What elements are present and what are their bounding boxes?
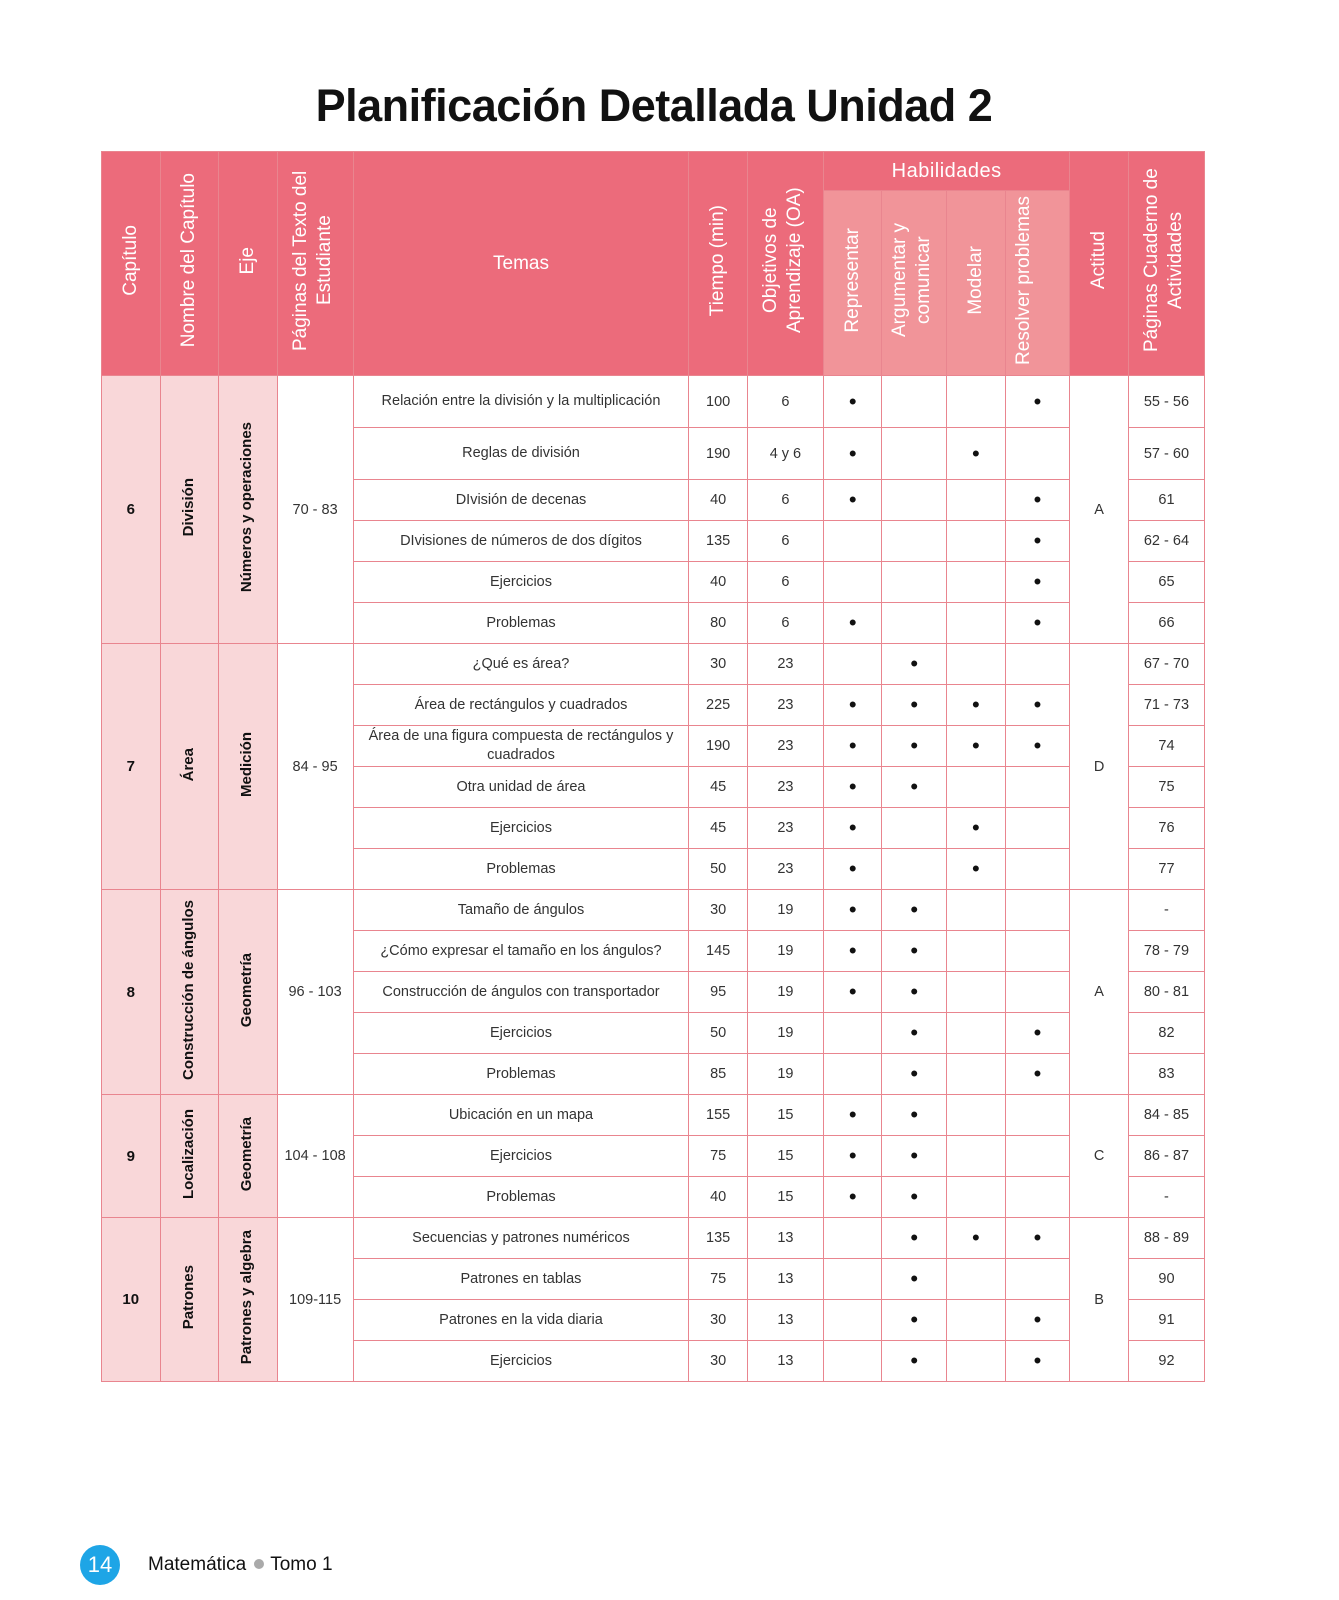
workbook-pages-cell: 55 - 56 [1128,376,1204,428]
topic-cell: Otra unidad de área [353,767,689,808]
header-paginas-cuaderno: Páginas Cuaderno de Actividades [1128,152,1204,376]
time-cell: 30 [689,1341,748,1382]
skill-resolver-cell [1005,890,1070,931]
header-resolver: Resolver problemas [1005,191,1070,376]
skill-resolver-cell [1005,1259,1070,1300]
skill-argumentar-cell [882,376,947,428]
skill-representar-cell: • [823,603,882,644]
student-pages-cell: 104 - 108 [277,1095,353,1218]
skill-resolver-cell [1005,428,1070,480]
skill-resolver-cell [1005,849,1070,890]
bullet-icon [254,1559,264,1569]
skill-resolver-cell [1005,1095,1070,1136]
workbook-pages-cell: 77 [1128,849,1204,890]
topic-cell: Área de rectángulos y cuadrados [353,685,689,726]
skill-representar-cell [823,521,882,562]
topic-cell: Problemas [353,603,689,644]
attitude-cell: B [1070,1218,1129,1382]
objective-cell: 6 [747,480,823,521]
skill-resolver-cell: • [1005,521,1070,562]
objective-cell: 15 [747,1177,823,1218]
header-actitud: Actitud [1070,152,1129,376]
workbook-pages-cell: - [1128,1177,1204,1218]
skill-resolver-cell: • [1005,603,1070,644]
skill-argumentar-cell: • [882,1013,947,1054]
skill-representar-cell: • [823,428,882,480]
workbook-pages-cell: 88 - 89 [1128,1218,1204,1259]
time-cell: 80 [689,603,748,644]
topic-cell: Ubicación en un mapa [353,1095,689,1136]
skill-resolver-cell: • [1005,376,1070,428]
skill-argumentar-cell: • [882,1177,947,1218]
objective-cell: 19 [747,972,823,1013]
skill-resolver-cell [1005,767,1070,808]
skill-modelar-cell [947,521,1006,562]
attitude-cell: D [1070,644,1129,890]
workbook-pages-cell: 67 - 70 [1128,644,1204,685]
skill-modelar-cell [947,1136,1006,1177]
workbook-pages-cell: 84 - 85 [1128,1095,1204,1136]
header-nombre-capitulo: Nombre del Capítulo [160,152,219,376]
chapter-name-cell: Patrones [160,1218,219,1382]
skill-representar-cell: • [823,890,882,931]
skill-representar-cell [823,644,882,685]
objective-cell: 19 [747,931,823,972]
skill-modelar-cell [947,1095,1006,1136]
objective-cell: 23 [747,726,823,767]
skill-modelar-cell [947,644,1006,685]
skill-representar-cell: • [823,808,882,849]
chapter-name-cell: Construcción de ángulos [160,890,219,1095]
time-cell: 85 [689,1054,748,1095]
objective-cell: 6 [747,562,823,603]
skill-resolver-cell [1005,808,1070,849]
skill-resolver-cell: • [1005,1341,1070,1382]
skill-argumentar-cell [882,521,947,562]
table-body [102,376,1205,1382]
skill-representar-cell: • [823,1095,882,1136]
table-row [102,1218,1205,1259]
time-cell: 45 [689,808,748,849]
axis-cell: Números y operaciones [219,376,278,644]
skill-representar-cell: • [823,1136,882,1177]
workbook-pages-cell: 57 - 60 [1128,428,1204,480]
skill-resolver-cell [1005,1136,1070,1177]
workbook-pages-cell: 83 [1128,1054,1204,1095]
skill-modelar-cell [947,931,1006,972]
topic-cell: Ejercicios [353,1013,689,1054]
workbook-pages-cell: 71 - 73 [1128,685,1204,726]
chapter-number-cell: 10 [102,1218,161,1382]
skill-argumentar-cell: • [882,1218,947,1259]
topic-cell: DIvisiones de números de dos dígitos [353,521,689,562]
student-pages-cell: 70 - 83 [277,376,353,644]
skill-modelar-cell [947,1300,1006,1341]
skill-resolver-cell [1005,972,1070,1013]
header-paginas-texto: Páginas del Texto del Estudiante [277,152,353,376]
skill-representar-cell: • [823,726,882,767]
topic-cell: Reglas de división [353,428,689,480]
time-cell: 50 [689,849,748,890]
workbook-pages-cell: 90 [1128,1259,1204,1300]
topic-cell: ¿Qué es área? [353,644,689,685]
axis-cell: Geometría [219,890,278,1095]
skill-argumentar-cell: • [882,767,947,808]
skill-resolver-cell: • [1005,726,1070,767]
skill-representar-cell: • [823,849,882,890]
skill-argumentar-cell [882,562,947,603]
skill-modelar-cell [947,1177,1006,1218]
topic-cell: ¿Cómo expresar el tamaño en los ángulos? [353,931,689,972]
skill-resolver-cell: • [1005,1054,1070,1095]
workbook-pages-cell: - [1128,890,1204,931]
page-number: 14 [80,1545,120,1585]
topic-cell: Construcción de ángulos con transportador [353,972,689,1013]
skill-resolver-cell: • [1005,685,1070,726]
skill-representar-cell [823,1259,882,1300]
time-cell: 155 [689,1095,748,1136]
skill-argumentar-cell: • [882,726,947,767]
topic-cell: Ejercicios [353,562,689,603]
workbook-pages-cell: 75 [1128,767,1204,808]
topic-cell: Problemas [353,849,689,890]
skill-argumentar-cell: • [882,1095,947,1136]
footer-volume: Tomo 1 [270,1554,333,1575]
time-cell: 225 [689,685,748,726]
topic-cell: Problemas [353,1177,689,1218]
chapter-number-cell: 8 [102,890,161,1095]
topic-cell: Patrones en la vida diaria [353,1300,689,1341]
time-cell: 100 [689,376,748,428]
axis-cell: Patrones y algebra [219,1218,278,1382]
objective-cell: 6 [747,376,823,428]
skill-modelar-cell: • [947,685,1006,726]
footer-label [148,1554,333,1576]
skill-resolver-cell [1005,1177,1070,1218]
header-habilidades: Habilidades [823,152,1069,191]
skill-argumentar-cell: • [882,890,947,931]
topic-cell: Ejercicios [353,808,689,849]
axis-cell: Medición [219,644,278,890]
skill-argumentar-cell [882,428,947,480]
topic-cell: DIvisión de decenas [353,480,689,521]
header-eje: Eje [219,152,278,376]
header-capitulo: Capítulo [102,152,161,376]
workbook-pages-cell: 91 [1128,1300,1204,1341]
header-objetivos: Objetivos de Aprendizaje (OA) [747,152,823,376]
workbook-pages-cell: 82 [1128,1013,1204,1054]
skill-modelar-cell: • [947,726,1006,767]
skill-resolver-cell: • [1005,480,1070,521]
objective-cell: 13 [747,1300,823,1341]
objective-cell: 15 [747,1136,823,1177]
student-pages-cell: 109-115 [277,1218,353,1382]
time-cell: 50 [689,1013,748,1054]
workbook-pages-cell: 76 [1128,808,1204,849]
table-row [102,376,1205,428]
topic-cell: Área de una figura compuesta de rectángulos y cuadrados [353,726,689,767]
table-row [102,890,1205,931]
workbook-pages-cell: 62 - 64 [1128,521,1204,562]
objective-cell: 19 [747,1054,823,1095]
objective-cell: 23 [747,849,823,890]
skill-representar-cell [823,1218,882,1259]
topic-cell: Secuencias y patrones numéricos [353,1218,689,1259]
objective-cell: 6 [747,603,823,644]
objective-cell: 4 y 6 [747,428,823,480]
time-cell: 40 [689,1177,748,1218]
skill-argumentar-cell: • [882,1054,947,1095]
header-temas: Temas [353,152,689,376]
chapter-number-cell: 9 [102,1095,161,1218]
skill-argumentar-cell: • [882,1300,947,1341]
skill-modelar-cell [947,562,1006,603]
chapter-number-cell: 6 [102,376,161,644]
student-pages-cell: 96 - 103 [277,890,353,1095]
time-cell: 30 [689,644,748,685]
time-cell: 30 [689,1300,748,1341]
time-cell: 40 [689,480,748,521]
skill-argumentar-cell [882,480,947,521]
skill-representar-cell [823,562,882,603]
skill-argumentar-cell [882,849,947,890]
chapter-name-cell: Localización [160,1095,219,1218]
skill-argumentar-cell [882,603,947,644]
time-cell: 40 [689,562,748,603]
student-pages-cell: 84 - 95 [277,644,353,890]
attitude-cell: C [1070,1095,1129,1218]
time-cell: 145 [689,931,748,972]
skill-representar-cell: • [823,972,882,1013]
skill-representar-cell: • [823,480,882,521]
skill-argumentar-cell: • [882,644,947,685]
time-cell: 190 [689,726,748,767]
objective-cell: 15 [747,1095,823,1136]
skill-modelar-cell [947,890,1006,931]
topic-cell: Tamaño de ángulos [353,890,689,931]
skill-resolver-cell: • [1005,1218,1070,1259]
skill-modelar-cell [947,767,1006,808]
objective-cell: 6 [747,521,823,562]
skill-argumentar-cell: • [882,685,947,726]
table-row [102,644,1205,685]
skill-representar-cell [823,1341,882,1382]
skill-modelar-cell: • [947,1218,1006,1259]
objective-cell: 19 [747,1013,823,1054]
time-cell: 75 [689,1259,748,1300]
time-cell: 135 [689,521,748,562]
skill-representar-cell [823,1054,882,1095]
skill-argumentar-cell: • [882,1259,947,1300]
skill-representar-cell: • [823,1177,882,1218]
skill-modelar-cell [947,1259,1006,1300]
workbook-pages-cell: 78 - 79 [1128,931,1204,972]
objective-cell: 13 [747,1218,823,1259]
objective-cell: 13 [747,1341,823,1382]
chapter-name-cell: División [160,376,219,644]
skill-resolver-cell [1005,644,1070,685]
skill-representar-cell: • [823,767,882,808]
skill-modelar-cell [947,376,1006,428]
time-cell: 135 [689,1218,748,1259]
skill-resolver-cell [1005,931,1070,972]
topic-cell: Problemas [353,1054,689,1095]
time-cell: 45 [689,767,748,808]
skill-representar-cell: • [823,685,882,726]
chapter-number-cell: 7 [102,644,161,890]
skill-modelar-cell: • [947,808,1006,849]
footer-subject: Matemática [148,1554,247,1575]
header-tiempo: Tiempo (min) [689,152,748,376]
time-cell: 190 [689,428,748,480]
skill-resolver-cell: • [1005,1013,1070,1054]
skill-representar-cell: • [823,931,882,972]
planning-table [101,151,1205,1382]
skill-resolver-cell: • [1005,1300,1070,1341]
skill-modelar-cell [947,480,1006,521]
skill-argumentar-cell [882,808,947,849]
workbook-pages-cell: 66 [1128,603,1204,644]
topic-cell: Ejercicios [353,1136,689,1177]
skill-modelar-cell [947,972,1006,1013]
skill-representar-cell [823,1300,882,1341]
topic-cell: Relación entre la división y la multiplicación [353,376,689,428]
objective-cell: 23 [747,644,823,685]
skill-modelar-cell: • [947,849,1006,890]
skill-modelar-cell [947,1341,1006,1382]
attitude-cell: A [1070,376,1129,644]
skill-resolver-cell: • [1005,562,1070,603]
skill-argumentar-cell: • [882,1136,947,1177]
header-modelar: Modelar [947,191,1006,376]
workbook-pages-cell: 65 [1128,562,1204,603]
time-cell: 75 [689,1136,748,1177]
time-cell: 30 [689,890,748,931]
objective-cell: 23 [747,808,823,849]
time-cell: 95 [689,972,748,1013]
skill-modelar-cell [947,1054,1006,1095]
skill-modelar-cell: • [947,428,1006,480]
skill-argumentar-cell: • [882,931,947,972]
workbook-pages-cell: 86 - 87 [1128,1136,1204,1177]
workbook-pages-cell: 80 - 81 [1128,972,1204,1013]
skill-representar-cell [823,1013,882,1054]
objective-cell: 23 [747,767,823,808]
objective-cell: 23 [747,685,823,726]
skill-modelar-cell [947,603,1006,644]
header-representar: Representar [823,191,882,376]
workbook-pages-cell: 61 [1128,480,1204,521]
attitude-cell: A [1070,890,1129,1095]
objective-cell: 19 [747,890,823,931]
skill-argumentar-cell: • [882,972,947,1013]
workbook-pages-cell: 92 [1128,1341,1204,1382]
objective-cell: 13 [747,1259,823,1300]
chapter-name-cell: Área [160,644,219,890]
topic-cell: Ejercicios [353,1341,689,1382]
skill-modelar-cell [947,1013,1006,1054]
workbook-pages-cell: 74 [1128,726,1204,767]
axis-cell: Geometría [219,1095,278,1218]
topic-cell: Patrones en tablas [353,1259,689,1300]
skill-representar-cell: • [823,376,882,428]
header-argumentar: Argumentar y comunicar [882,191,947,376]
table-row [102,1095,1205,1136]
page-title: Planificación Detallada Unidad 2 [315,80,993,131]
skill-argumentar-cell: • [882,1341,947,1382]
